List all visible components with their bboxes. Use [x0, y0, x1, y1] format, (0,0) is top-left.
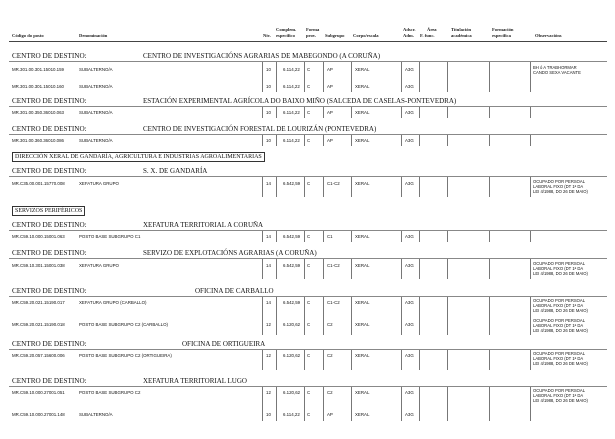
dest-label: CENTRO DE DESTINO: — [12, 249, 87, 257]
header-forma-bottom: prov. — [306, 33, 316, 38]
row-forma: C — [307, 390, 311, 395]
row-nivel: 10 — [266, 110, 271, 115]
row-denominacion: SUBALTERNO/A — [79, 412, 113, 417]
row-adscripcion: A3G — [405, 322, 414, 327]
column-rule — [447, 107, 448, 118]
row-forma: C — [307, 181, 311, 186]
dest-name: OFICINA DE ORTIGUEIRA — [182, 340, 266, 348]
row-subgrupo: AP — [327, 138, 333, 143]
column-rule — [530, 259, 531, 279]
header-underline — [9, 41, 607, 42]
column-rule — [447, 350, 448, 370]
row-corpo: XERAL — [355, 300, 370, 305]
row-complemento: 6.120,62 — [283, 390, 301, 395]
row-corpo: XERAL — [355, 84, 370, 89]
row-subgrupo: AP — [327, 110, 333, 115]
row-denominacion: POSTO BASE SUBGRUPO C2 (CARBALLO) — [79, 322, 168, 327]
column-rule — [401, 107, 402, 118]
column-rule — [276, 387, 277, 421]
column-rule — [447, 177, 448, 197]
row-denominacion: XEFATURA GRUPO — [79, 263, 119, 268]
column-rule — [401, 259, 402, 279]
row-code: MR.C59.20.021.15190.018 — [12, 322, 65, 327]
row-adscripcion: A3G — [405, 390, 414, 395]
row-subgrupo: AP — [327, 84, 333, 89]
header-area-top: Área — [427, 27, 437, 32]
row-corpo: XERAL — [355, 353, 370, 358]
row-observacions: BH ó A TRABHORMAR CANDO SEXA VACANTE — [533, 65, 581, 75]
column-rule — [447, 231, 448, 242]
column-rule — [419, 387, 420, 421]
row-code: MR.C59.20.057.15600.006 — [12, 353, 65, 358]
row-code: MR.301.00.301.15010.160 — [12, 84, 64, 89]
column-rule — [323, 387, 324, 421]
column-rule — [401, 231, 402, 242]
row-adscripcion: A3G — [405, 181, 414, 186]
column-rule — [276, 62, 277, 92]
dest-name: S. X. DE GANDARÍA — [143, 167, 208, 175]
row-corpo: XERAL — [355, 138, 370, 143]
row-corpo: XERAL — [355, 322, 370, 327]
section-divider — [9, 61, 607, 62]
column-rule — [304, 259, 305, 279]
column-rule — [489, 107, 490, 118]
column-rule — [401, 297, 402, 335]
row-complemento: 6.114,22 — [283, 110, 300, 115]
row-subgrupo: C1-C2 — [327, 181, 340, 186]
dest-label: CENTRO DE DESTINO: — [12, 97, 87, 105]
section-divider — [9, 106, 607, 107]
header-titulacion-bottom: académica — [451, 33, 472, 38]
column-rule — [530, 107, 531, 118]
row-denominacion: POSTO BASE SUBGRUPO C2 (ORTIGUEIRA) — [79, 353, 172, 358]
column-rule — [401, 62, 402, 92]
row-code: MR.C35.00.001.15770.008 — [12, 181, 65, 186]
column-rule — [419, 62, 420, 92]
column-rule — [304, 350, 305, 370]
row-code: MR.C59.10.000.15001.063 — [12, 234, 65, 239]
column-rule — [401, 177, 402, 197]
row-corpo: XERAL — [355, 234, 370, 239]
dest-label: CENTRO DE DESTINO: — [12, 167, 87, 175]
row-corpo: XERAL — [355, 110, 370, 115]
row-nivel: 12 — [266, 322, 271, 327]
column-rule — [262, 62, 263, 92]
row-denominacion: SUBALTERNO/A — [79, 110, 113, 115]
dest-name: XEFATURA TERRITORIAL A CORUÑA — [143, 221, 264, 229]
header-forma-top: Forma — [306, 27, 320, 32]
row-complemento: 6.114,22 — [283, 412, 300, 417]
column-rule — [401, 387, 402, 421]
row-corpo: XERAL — [355, 181, 370, 186]
header-formacion-bottom: específica — [492, 33, 511, 38]
row-observacions: OCUPADO POR PERSOAL LABORAL FIXO (DT 1ª DA LEI 4/1988, DO 26 DE MAIO) — [533, 261, 588, 276]
row-observacions: OCUPADO POR PERSOAL LABORAL FIXO (DT 1ª DA LEI 4/1988, DO 26 DE MAIO) — [533, 351, 588, 366]
row-nivel: 10 — [266, 67, 271, 72]
column-rule — [419, 177, 420, 197]
column-rule — [530, 387, 531, 421]
column-rule — [262, 387, 263, 421]
row-complemento: 6.120,62 — [283, 322, 301, 327]
row-complemento: 6.114,22 — [283, 67, 300, 72]
row-nivel: 10 — [266, 412, 271, 417]
row-nivel: 10 — [266, 138, 271, 143]
row-adscripcion: A3G — [405, 110, 414, 115]
section-divider — [9, 296, 607, 297]
column-rule — [276, 231, 277, 242]
column-rule — [262, 135, 263, 146]
dest-label: CENTRO DE DESTINO: — [12, 377, 87, 385]
row-forma: C — [307, 234, 311, 239]
row-adscripcion: A3G — [405, 234, 414, 239]
column-rule — [401, 350, 402, 370]
column-rule — [323, 297, 324, 335]
dest-label: CENTRO DE DESTINO: — [12, 52, 87, 60]
column-rule — [530, 135, 531, 146]
row-forma: C — [307, 67, 311, 72]
column-rule — [323, 62, 324, 92]
row-subgrupo: C2 — [327, 353, 333, 358]
dest-name: CENTRO DE INVESTIGACIÓN FORESTAL DE LOURIZÁN (PONTEVEDRA) — [143, 125, 377, 133]
row-observacions: OCUPADO POR PERSOAL LABORAL FIXO (DT 1ª DA LEI 4/1988, DO 26 DE MAIO) — [533, 388, 588, 403]
row-subgrupo: C2 — [327, 390, 333, 395]
column-rule — [304, 387, 305, 421]
row-complemento: 6.114,22 — [283, 84, 300, 89]
column-rule — [419, 135, 420, 146]
column-rule — [304, 297, 305, 335]
column-rule — [351, 177, 352, 197]
column-rule — [447, 387, 448, 421]
row-subgrupo: C1 — [327, 234, 333, 239]
column-rule — [489, 387, 490, 421]
section-divider — [9, 176, 607, 177]
header-complem-bottom: específico — [276, 33, 295, 38]
column-rule — [351, 107, 352, 118]
row-code: MR.301.00.301.15010.159 — [12, 67, 64, 72]
column-rule — [351, 350, 352, 370]
column-rule — [447, 62, 448, 92]
column-rule — [323, 259, 324, 279]
row-corpo: XERAL — [355, 390, 370, 395]
row-denominacion: POSTO BASE SUBGRUPO C1 — [79, 234, 141, 239]
row-complemento: 6.542,59 — [283, 234, 301, 239]
column-rule — [351, 231, 352, 242]
row-nivel: 10 — [266, 84, 271, 89]
row-complemento: 6.114,22 — [283, 138, 300, 143]
row-denominacion: XEFATURA GRUPO (CARBALLO) — [79, 300, 147, 305]
column-rule — [351, 62, 352, 92]
header-formacion-top: Formación — [492, 27, 514, 32]
row-forma: C — [307, 412, 311, 417]
column-rule — [276, 135, 277, 146]
column-rule — [276, 350, 277, 370]
dest-label: CENTRO DE DESTINO: — [12, 221, 87, 229]
section-divider — [9, 230, 607, 231]
header-observacions: Observacións — [535, 33, 562, 38]
column-rule — [530, 297, 531, 335]
row-code: MR.C59.10.000.27001.051 — [12, 390, 65, 395]
row-adscripcion: A3G — [405, 138, 414, 143]
column-rule — [262, 259, 263, 279]
row-forma: C — [307, 322, 311, 327]
column-rule — [530, 62, 531, 92]
row-complemento: 6.542,59 — [283, 181, 301, 186]
dest-label: CENTRO DE DESTINO: — [12, 340, 87, 348]
header-denominacion: Denominación — [79, 33, 108, 38]
row-denominacion: SUBALTERNO/A — [79, 138, 113, 143]
column-rule — [323, 135, 324, 146]
header-complem-top: Complem. — [276, 27, 297, 32]
row-forma: C — [307, 300, 311, 305]
header-subgrupo: Subgrupo — [325, 33, 345, 38]
row-code: MR.C59.20.021.15190.017 — [12, 300, 65, 305]
dest-name: ESTACIÓN EXPERIMENTAL AGRÍCOLA DO BAIXO MIÑO (SALCEDA DE CASELAS-PONTEVEDRA) — [143, 97, 457, 105]
column-rule — [262, 231, 263, 242]
dest-name: SERVIZO DE EXPLOTACIÓNS AGRARIAS (A CORUÑA) — [143, 249, 317, 257]
row-observacions: OCUPADO POR PERSOAL LABORAL FIXO (DT 1ª DA LEI 4/1988, DO 26 DE MAIO) — [533, 318, 588, 333]
column-rule — [530, 350, 531, 370]
row-denominacion: XEFATURA GRUPO — [79, 181, 119, 186]
row-nivel: 12 — [266, 390, 271, 395]
row-forma: C — [307, 84, 311, 89]
section-divider — [9, 349, 607, 350]
header-corpo: Corpo/escala — [353, 33, 379, 38]
dest-label: CENTRO DE DESTINO: — [12, 125, 87, 133]
column-rule — [276, 259, 277, 279]
row-nivel: 14 — [266, 181, 271, 186]
column-rule — [323, 177, 324, 197]
column-rule — [276, 107, 277, 118]
row-subgrupo: C2 — [327, 322, 333, 327]
row-subgrupo: AP — [327, 412, 333, 417]
column-rule — [262, 177, 263, 197]
header-codigo: Código do posto — [12, 33, 44, 38]
row-adscripcion: A3G — [405, 263, 414, 268]
row-nivel: 14 — [266, 263, 271, 268]
row-adscripcion: A3G — [405, 300, 414, 305]
row-observacions: OCUPADO POR PERSOAL LABORAL FIXO (DT 1ª DA LEI 4/1988, DO 26 DE MAIO) — [533, 179, 588, 194]
column-rule — [351, 387, 352, 421]
row-forma: C — [307, 138, 311, 143]
row-complemento: 6.542,59 — [283, 263, 301, 268]
section-divider — [9, 258, 607, 259]
column-rule — [419, 107, 420, 118]
column-rule — [489, 297, 490, 335]
row-subgrupo: C1-C2 — [327, 300, 340, 305]
row-denominacion: SUBALTERNO/A — [79, 84, 113, 89]
row-corpo: XERAL — [355, 67, 370, 72]
header-nivel: Niv. — [263, 33, 271, 38]
row-corpo: XERAL — [355, 412, 370, 417]
column-rule — [304, 177, 305, 197]
header-adscr-top: Adscr. — [403, 27, 416, 32]
row-observacions: OCUPADO POR PERSOAL LABORAL FIXO (DT 1ª DA LEI 4/1988, DO 26 DE MAIO) — [533, 298, 588, 313]
column-rule — [276, 297, 277, 335]
column-rule — [323, 107, 324, 118]
column-rule — [489, 259, 490, 279]
column-rule — [489, 231, 490, 242]
section-divider — [9, 386, 607, 387]
row-forma: C — [307, 110, 311, 115]
column-rule — [304, 135, 305, 146]
column-rule — [351, 135, 352, 146]
row-complemento: 6.120,62 — [283, 353, 301, 358]
column-rule — [262, 350, 263, 370]
column-rule — [323, 231, 324, 242]
dest-name: CENTRO DE INVESTIGACIÓNS AGRARIAS DE MABEGONDO (A CORUÑA) — [143, 52, 381, 60]
row-nivel: 14 — [266, 300, 271, 305]
dest-name: XEFATURA TERRITORIAL LUGO — [143, 377, 247, 385]
column-rule — [276, 177, 277, 197]
row-nivel: 12 — [266, 353, 271, 358]
column-rule — [351, 297, 352, 335]
row-code: MR.301.00.350.36010.063 — [12, 110, 64, 115]
row-forma: C — [307, 353, 311, 358]
header-area-bottom: F. func. — [420, 33, 435, 38]
column-rule — [489, 350, 490, 370]
column-rule — [304, 62, 305, 92]
section-divider — [9, 134, 607, 135]
column-rule — [401, 135, 402, 146]
header-titulacion-top: Titulación — [451, 27, 472, 32]
row-adscripcion: A3G — [405, 412, 414, 417]
column-rule — [262, 297, 263, 335]
row-nivel: 14 — [266, 234, 271, 239]
row-complemento: 6.542,59 — [283, 300, 301, 305]
column-rule — [304, 107, 305, 118]
column-rule — [419, 350, 420, 370]
row-forma: C — [307, 263, 311, 268]
column-rule — [304, 231, 305, 242]
row-denominacion: SUBALTERNO/A — [79, 67, 113, 72]
row-subgrupo: C1-C2 — [327, 263, 340, 268]
row-subgrupo: AP — [327, 67, 333, 72]
column-rule — [351, 259, 352, 279]
column-rule — [447, 297, 448, 335]
column-rule — [323, 350, 324, 370]
column-rule — [489, 62, 490, 92]
dest-label: CENTRO DE DESTINO: — [12, 287, 87, 295]
row-adscripcion: A3G — [405, 84, 414, 89]
row-code: MR.C59.10.000.27001.148 — [12, 412, 65, 417]
dest-name: OFICINA DE CARBALLO — [195, 287, 274, 295]
row-corpo: XERAL — [355, 263, 370, 268]
header-adscr-bottom: Adm. — [403, 33, 414, 38]
column-rule — [419, 297, 420, 335]
row-denominacion: POSTO BASE SUBGRUPO C2 — [79, 390, 141, 395]
row-code: MR.301.00.360.36010.086 — [12, 138, 64, 143]
row-adscripcion: A3G — [405, 353, 414, 358]
row-code: MR.C59.10.301.15001.038 — [12, 263, 65, 268]
column-rule — [447, 135, 448, 146]
department-heading: DIRECCIÓN XERAL DE GANDARÍA, AGRICULTURA E INDUSTRIAS AGROALIMENTARIAS — [12, 152, 265, 162]
column-rule — [530, 177, 531, 197]
column-rule — [447, 259, 448, 279]
column-rule — [419, 231, 420, 242]
department-heading: SERVIZOS PERIFÉRICOS — [12, 206, 85, 216]
column-rule — [530, 231, 531, 242]
column-rule — [262, 107, 263, 118]
column-rule — [489, 177, 490, 197]
column-rule — [489, 135, 490, 146]
row-adscripcion: A3G — [405, 67, 414, 72]
column-rule — [419, 259, 420, 279]
